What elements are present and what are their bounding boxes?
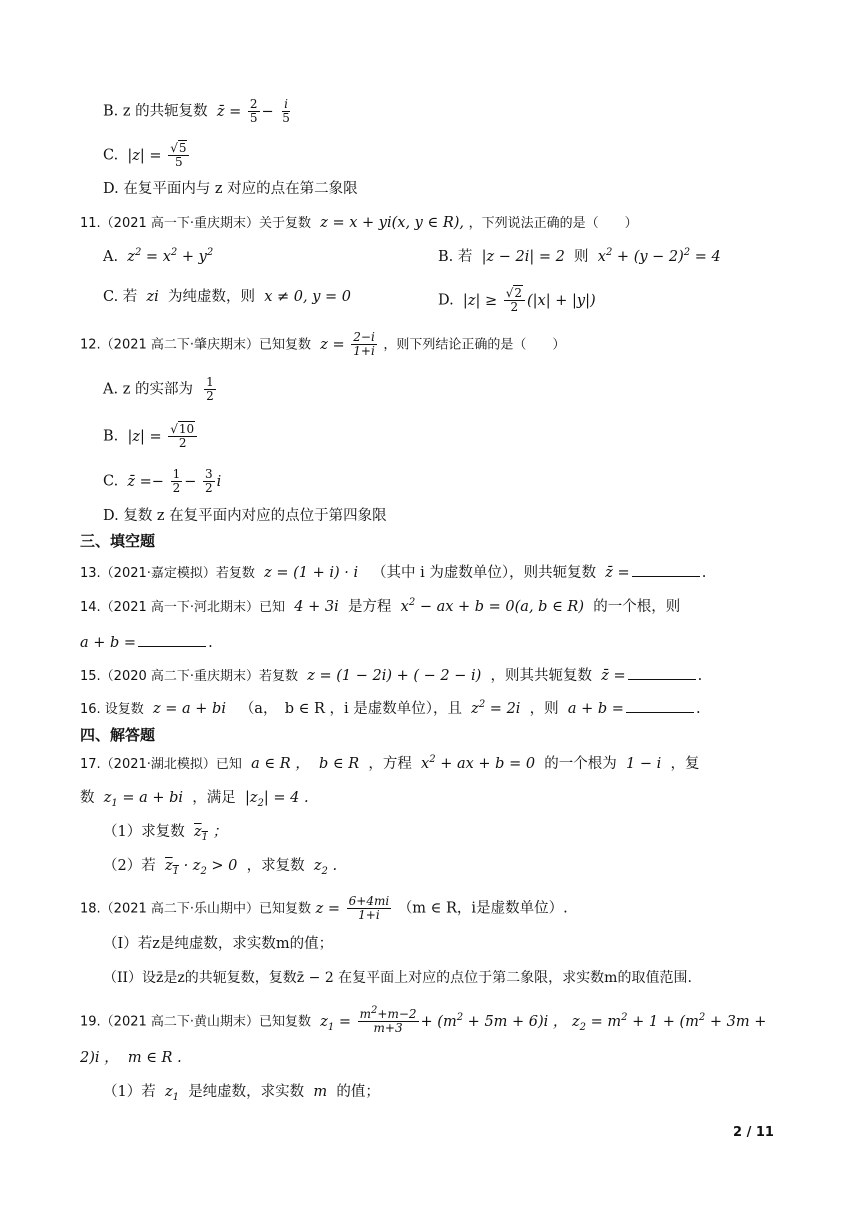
q19-math3: $z_1$ (160, 1084, 179, 1103)
q12-option-d: D. 复数 z 在复平面内对应的点位于第四象限 (103, 508, 387, 524)
q18-tail: （m ∈ R，i是虚数单位）. (397, 900, 568, 917)
section-solve: 四、解答题 (80, 726, 156, 744)
q10-option-d: D. 在复平面内与 z 对应的点在第二象限 (103, 181, 358, 197)
q19-math1: $z_1$ = $\frac{m^2+m-2}{m+3}$ + $(m^2 + 5m + 6)i$ ， $z_2 = m^2 + 1 + (m^2 + 3m$ + (315, 1005, 767, 1035)
q11-c-math2: x ≠ 0, y = 0 (259, 289, 352, 305)
q17-math4: $z_1 = a$ + bi (99, 790, 188, 809)
q17-math3: 1 − i (621, 756, 666, 772)
q17-part1 (103, 822, 227, 842)
q16-mid2: ，则 (529, 701, 559, 717)
q16: 16. 设复数 z = a + bi （a， b ∈ R ，i 是虚数单位），且 $z^2 = 2i$ ，则 a + b = . (80, 699, 701, 717)
q12-option-a (103, 376, 218, 403)
q12-option-c (103, 468, 221, 495)
q15-math2: z̄ = (596, 668, 626, 684)
q17-p2b: ，求复数 (246, 858, 305, 874)
q19-math2: 2)i ， m ∈ R . (80, 1050, 182, 1066)
q17-p1: （1）求复数 (103, 824, 185, 840)
q16-stem: 16. 设复数 (80, 702, 144, 717)
q17-line2b: ，满足 (192, 790, 236, 806)
q15-mid: ，则其共轭复数 (490, 668, 593, 684)
q17-mid: ，方程 (368, 756, 412, 772)
q17-tail: ，复 (670, 756, 700, 772)
q10-option-b (103, 98, 294, 125)
q18 (80, 895, 568, 922)
q14-mid: 是方程 (347, 599, 392, 615)
q14-line2: a + b = . (80, 632, 213, 653)
q11-option-d (438, 287, 596, 314)
q16-answer-blank[interactable] (626, 698, 694, 713)
q15-answer-blank[interactable] (628, 665, 696, 680)
q17-math7: $z_1 \cdot z_2 > 0$ (164, 858, 243, 877)
q11-stem (80, 213, 638, 234)
q14-answer-blank[interactable] (138, 632, 206, 647)
q11-b-mid: 则 (574, 249, 589, 265)
q17-math8: $z_2$ . (309, 858, 338, 877)
q10-c-math: |z| = $\frac{√5}{5}$ (123, 148, 192, 164)
q13-answer-blank[interactable] (632, 562, 700, 577)
q10-option-c (103, 142, 191, 169)
q11-c-label: C. 若 (103, 289, 138, 305)
q17-mid2: 的一个根为 (544, 756, 617, 772)
q19-p1: （1）若 (103, 1084, 156, 1100)
page-number: 2 / 11 (733, 1125, 774, 1140)
q13-math2: z̄ = (600, 565, 630, 581)
q12-option-b (103, 423, 199, 450)
q16-math3: a + b = (563, 701, 624, 717)
q15: 15.（2020 高二下·重庆期末）若复数 z = (1 − 2i) + ( − 2 − i) ，则其共轭复数 z̄ = . (80, 665, 702, 687)
q16-math2: $z^2 = 2i$ (466, 699, 526, 717)
q11-d-label: D. (438, 292, 454, 309)
q13-mid: （其中 i 为虚数单位），则共轭复数 (371, 565, 597, 581)
q14-tail: 的一个根，则 (593, 599, 681, 615)
q11-b-math2: $x^2 + (y - 2)^2 = 4$ (593, 247, 721, 265)
q18-stem: 18.（2021 高二下·乐山期中）已知复数 (80, 901, 312, 917)
q11-option-a (103, 247, 213, 267)
q14-math2: $x^2$ − ax + b = 0(a, b ∈ R) (396, 597, 589, 615)
q17-math1: a ∈ R ， b ∈ R (246, 756, 364, 772)
q12-a-text: A. z 的实部为 (103, 381, 193, 398)
q17-math6: $z_1$ ； (193, 824, 228, 843)
q15-math1: z = (1 − 2i) + ( − 2 − i) (302, 668, 486, 684)
q17-stem: 17.（2021·湖北模拟）已知 (80, 757, 242, 772)
q17-math2: $x^2$ + ax + b = 0 (416, 754, 540, 772)
q17-math5: $|z_2| = 4$ . (240, 790, 309, 809)
q10-b-text: B. z 的共轭复数 (103, 103, 208, 120)
q10-c-text: C. (103, 147, 119, 164)
q12-stem-tail: ，则下列结论正确的是（ ） (383, 337, 566, 353)
q17 (80, 754, 699, 775)
q11-stem-text: 11.（2021 高一下·重庆期末）关于复数 (80, 216, 312, 231)
q17-p2a: （2）若 (103, 858, 156, 874)
q17-part2 (103, 856, 337, 876)
q14-math3: a + b = (80, 635, 137, 651)
q11-b-math1: |z − 2i| = 2 (476, 249, 570, 265)
q18-part2: （II）设z̄是z的共轭复数，复数z̄ − 2 在复平面上对应的点位于第二象限，求实数m的取值范围. (103, 970, 692, 986)
q14-stem: 14.（2021 高一下·河北期末）已知 (80, 600, 286, 615)
q12-b-label: B. (103, 428, 119, 445)
q17-line2 (80, 788, 309, 808)
q11-c-mid: 为纯虚数，则 (168, 289, 256, 305)
section-fill-blank: 三、填空题 (80, 532, 156, 550)
q14 (80, 597, 680, 618)
q19-part1 (103, 1082, 380, 1102)
q16-mid: （a， b ∈ R ，i 是虚数单位），且 (239, 701, 462, 717)
q11-a-math: $z^2 = x^2 + y^2$ (122, 247, 214, 265)
q18-math: z = $\frac{6+4mi}{1+i}$ (315, 894, 390, 922)
q15-stem: 15.（2020 高二下·重庆期末）若复数 (80, 669, 299, 684)
q13-math: z = (1 + i) · i (259, 565, 368, 581)
q11-option-c (103, 287, 351, 307)
q19 (80, 1005, 767, 1035)
q11-c-math1: zi (141, 289, 164, 305)
q11-option-b (438, 247, 721, 267)
q11-stem-math: z = x + yi(x, y ∈ R), (315, 215, 465, 231)
q14-math1: 4 + 3i (289, 599, 344, 615)
q11-stem-tail: ，下列说法正确的是（ ） (468, 216, 638, 231)
q11-d-math: |z| ≥ $\frac{√2}{2}$ (|x| + |y|) (458, 286, 596, 314)
q18-part1: （I）若z是纯虚数，求实数m的值； (103, 936, 334, 952)
q12-stem-math: z = $\frac{2-i}{1+i}$ (315, 330, 375, 358)
q12-stem (80, 331, 565, 358)
q13: 13.（2021·嘉定模拟）若复数 z = (1 + i) · i （其中 i 为虚数单位），则共轭复数 z̄ = . (80, 562, 706, 584)
q19-line2 (80, 1048, 182, 1068)
q12-c-label: C. (103, 473, 119, 490)
q10-b-math: z̄ = $\frac{2}{5}$ − $\frac{i}{5}$ (212, 97, 290, 125)
q11-b-label: B. 若 (438, 249, 473, 265)
q19-p1b: 是纯虚数，求实数 (188, 1084, 305, 1100)
q19-stem: 19.（2021 高二下·黄山期末）已知复数 (80, 1014, 312, 1030)
q12-c-math: z̄ =− $\frac{1}{2}$ − $\frac{3}{2}$ i (122, 467, 222, 495)
q13-stem: 13.（2021·嘉定模拟）若复数 (80, 566, 255, 581)
q16-math1: z = a + bi (148, 701, 236, 717)
q11-a-label: A. (103, 249, 119, 265)
q12-a-math: $\frac{1}{2}$ (206, 375, 214, 403)
q19-math4: m (308, 1084, 332, 1100)
q17-line2a: 数 (80, 790, 95, 806)
q12-stem-text: 12.（2021 高二下·肇庆期末）已知复数 (80, 337, 312, 353)
q19-p1c: 的值； (336, 1084, 380, 1100)
q12-b-math: |z| = $\frac{√10}{2}$ (123, 429, 199, 445)
